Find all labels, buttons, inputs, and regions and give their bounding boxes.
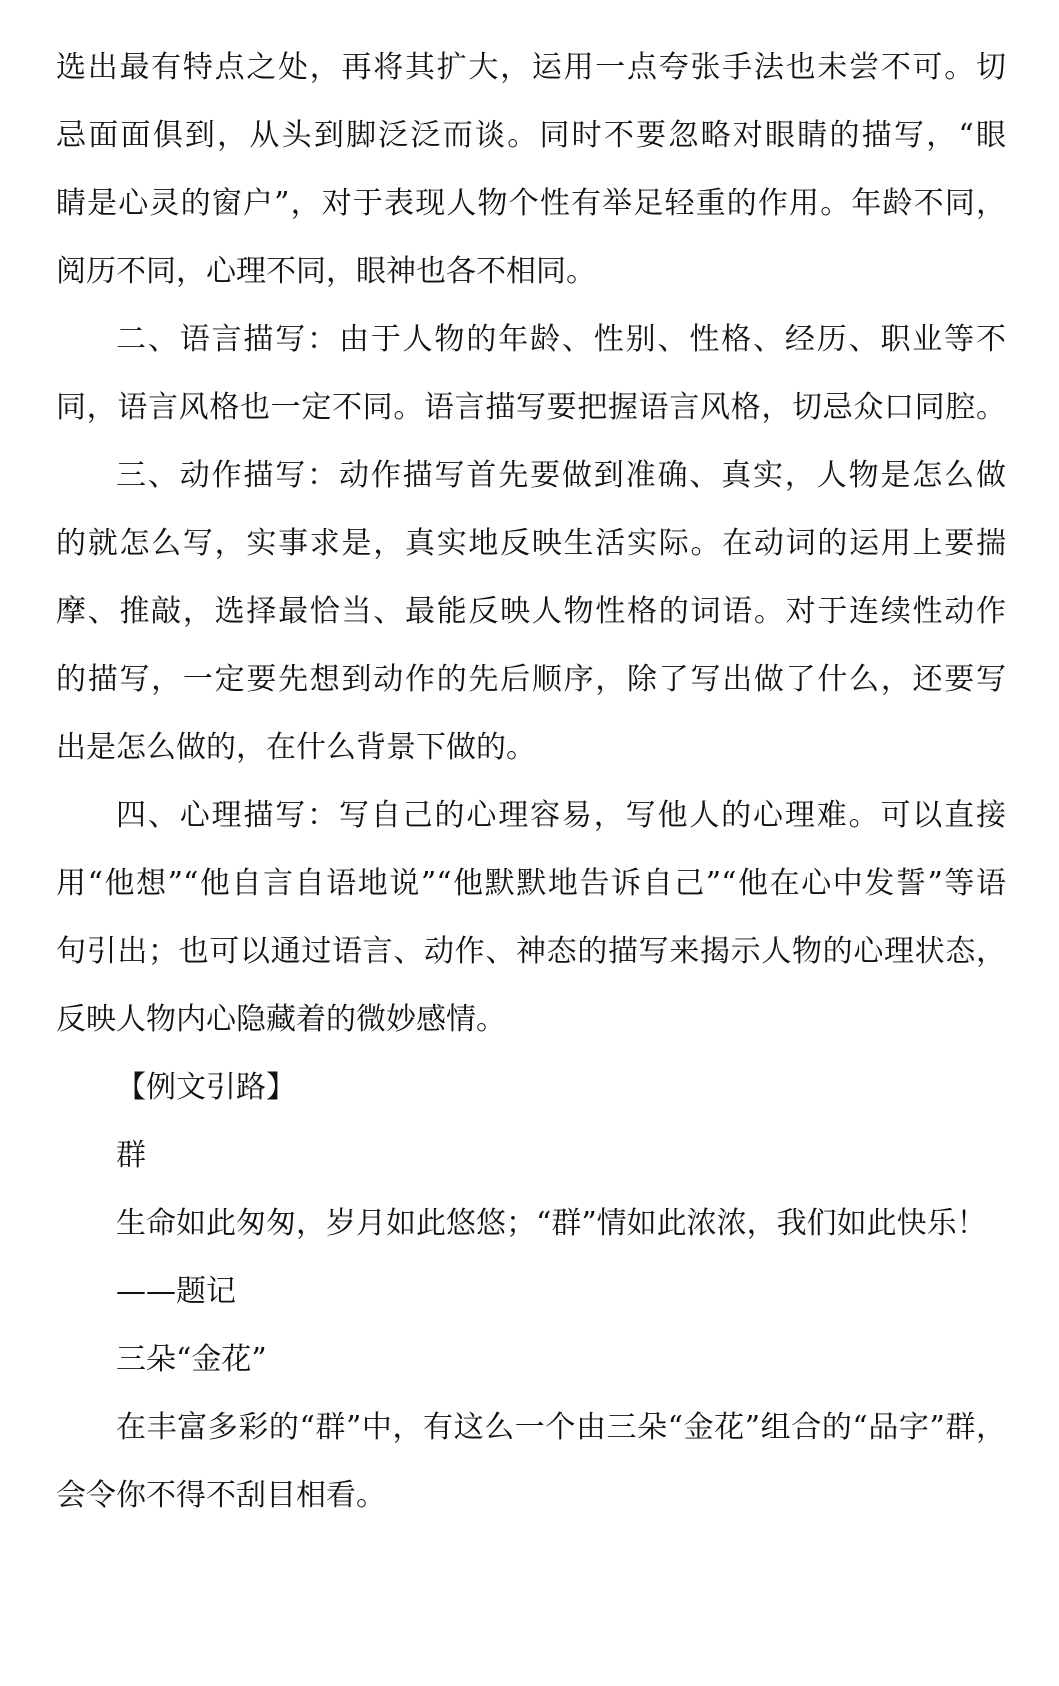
paragraph-intro-line-1: 选出最有特点之处，再将其扩大，运用一点夸张手法也未尝不可。切 bbox=[56, 50, 1006, 85]
example-epigraph: 生命如此匆匆，岁月如此悠悠；“群”情如此浓浓，我们如此快乐！ bbox=[116, 1206, 987, 1241]
paragraph-action-line-2: 的就怎么写，实事求是，真实地反映生活实际。在动词的运用上要揣 bbox=[56, 526, 1006, 561]
paragraph-psychology-line-1: 四、心理描写：写自己的心理容易，写他人的心理难。可以直接 bbox=[116, 798, 1006, 833]
paragraph-action-line-1: 三、动作描写：动作描写首先要做到准确、真实，人物是怎么做 bbox=[116, 458, 1006, 493]
paragraph-language-line-1: 二、语言描写：由于人物的年龄、性别、性格、经历、职业等不 bbox=[116, 322, 1006, 357]
paragraph-intro-line-3: 睛是心灵的窗户”，对于表现人物个性有举足轻重的作用。年龄不同， bbox=[56, 186, 1006, 221]
example-body-line-2: 会令你不得不刮目相看。 bbox=[56, 1478, 386, 1513]
paragraph-psychology-line-4: 反映人物内心隐藏着的微妙感情。 bbox=[56, 1002, 506, 1037]
paragraph-psychology-line-3: 句引出；也可以通过语言、动作、神态的描写来揭示人物的心理状态， bbox=[56, 934, 1006, 969]
paragraph-intro-line-2: 忌面面俱到，从头到脚泛泛而谈。同时不要忽略对眼睛的描写，“眼 bbox=[56, 118, 1006, 153]
example-body-line-1: 在丰富多彩的“群”中，有这么一个由三朵“金花”组合的“品字”群， bbox=[116, 1410, 1006, 1445]
paragraph-action-line-3: 摩、推敲，选择最恰当、最能反映人物性格的词语。对于连续性动作 bbox=[56, 594, 1006, 629]
paragraph-intro-line-4: 阅历不同，心理不同，眼神也各不相同。 bbox=[56, 254, 596, 289]
example-epigraph-source: ——题记 bbox=[116, 1274, 236, 1309]
example-subtitle: 三朵“金花” bbox=[116, 1342, 267, 1377]
paragraph-action-line-4: 的描写，一定要先想到动作的先后顺序，除了写出做了什么，还要写 bbox=[56, 662, 1006, 697]
paragraph-language-line-2: 同，语言风格也一定不同。语言描写要把握语言风格，切忌众口同腔。 bbox=[56, 390, 1006, 425]
paragraph-action-line-5: 出是怎么做的，在什么背景下做的。 bbox=[56, 730, 536, 765]
example-heading: 【例文引路】 bbox=[116, 1070, 296, 1105]
paragraph-psychology-line-2: 用“他想”“他自言自语地说”“他默默地告诉自己”“他在心中发誓”等语 bbox=[56, 866, 1006, 901]
example-title: 群 bbox=[116, 1138, 146, 1173]
